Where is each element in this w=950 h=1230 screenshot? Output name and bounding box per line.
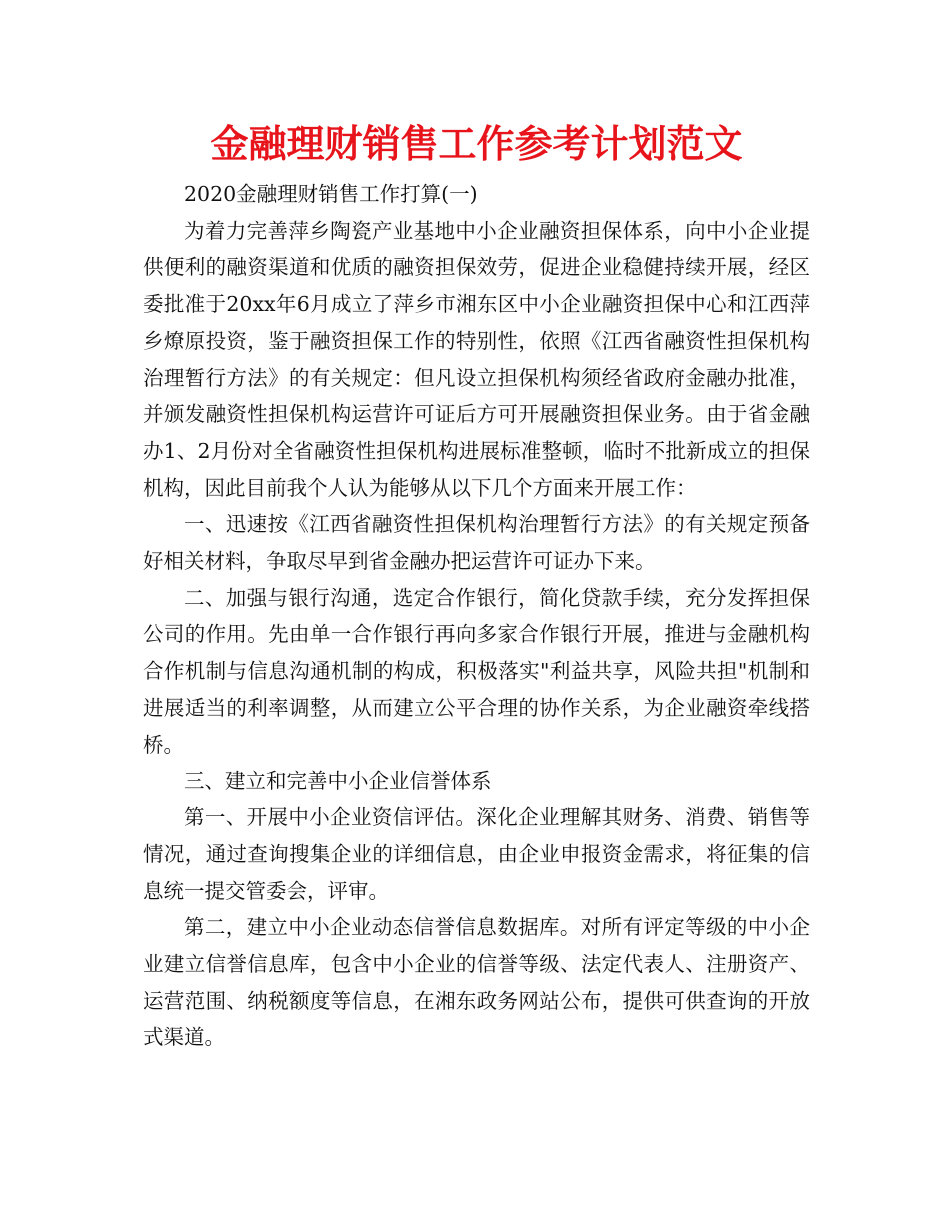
intro-paragraph: 为着力完善萍乡陶瓷产业基地中小企业融资担保体系，向中小企业提供便利的融资渠道和优质的融资担保效劳，促进企业稳健持续开展，经区委批准于20xx年6月成立了萍乡市湘东区中小企业融资担保中心和江西萍乡燎原投资，鉴于融资担保工作的特别性，依照《江西省融资性担保机构治理暂行方法》的有关规定：但凡设立担保机构须经省政府金融办批准，并颁发融资性担保机构运营许可证后方可开展融资担保业务。由于省金融办1、2月份对全省融资性担保机构进展标准整顿，临时不批新成立的担保机构，因此目前我个人认为能够从以下几个方面来开展工作： — [143, 218, 810, 500]
point-one-paragraph: 一、迅速按《江西省融资性担保机构治理暂行方法》的有关规定预备好相关材料，争取尽早到省金融办把运营许可证办下来。 — [143, 512, 810, 574]
document-page — [143, 112, 810, 1056]
point-three-heading: 三、建立和完善中小企业信誉体系 — [184, 769, 492, 794]
first-item-paragraph: 第一、开展中小企业资信评估。深化企业理解其财务、消费、销售等情况，通过查询搜集企业的详细信息，由企业申报资金需求，将征集的信息统一提交管委会，评审。 — [143, 805, 810, 903]
second-item-paragraph: 第二，建立中小企业动态信誉信息数据库。对所有评定等级的中小企业建立信誉信息库，包含中小企业的信誉等级、法定代表人、注册资产、运营范围、纳税额度等信息，在湘东政务网站公布，提供可供查询的开放式渠道。 — [143, 915, 810, 1050]
subtitle-paragraph: 2020金融理财销售工作打算(一) — [184, 182, 478, 206]
point-two-paragraph: 二、加强与银行沟通，选定合作银行，简化贷款手续，充分发挥担保公司的作用。先由单一合作银行再向多家合作银行开展，推进与金融机构合作机制与信息沟通机制的构成，积极落实"利益共享，风险共担"机制和进展适当的利率调整，从而建立公平合理的协作关系，为企业融资牵线搭桥。 — [143, 585, 810, 757]
document-title: 金融理财销售工作参考计划范文 — [210, 122, 743, 166]
